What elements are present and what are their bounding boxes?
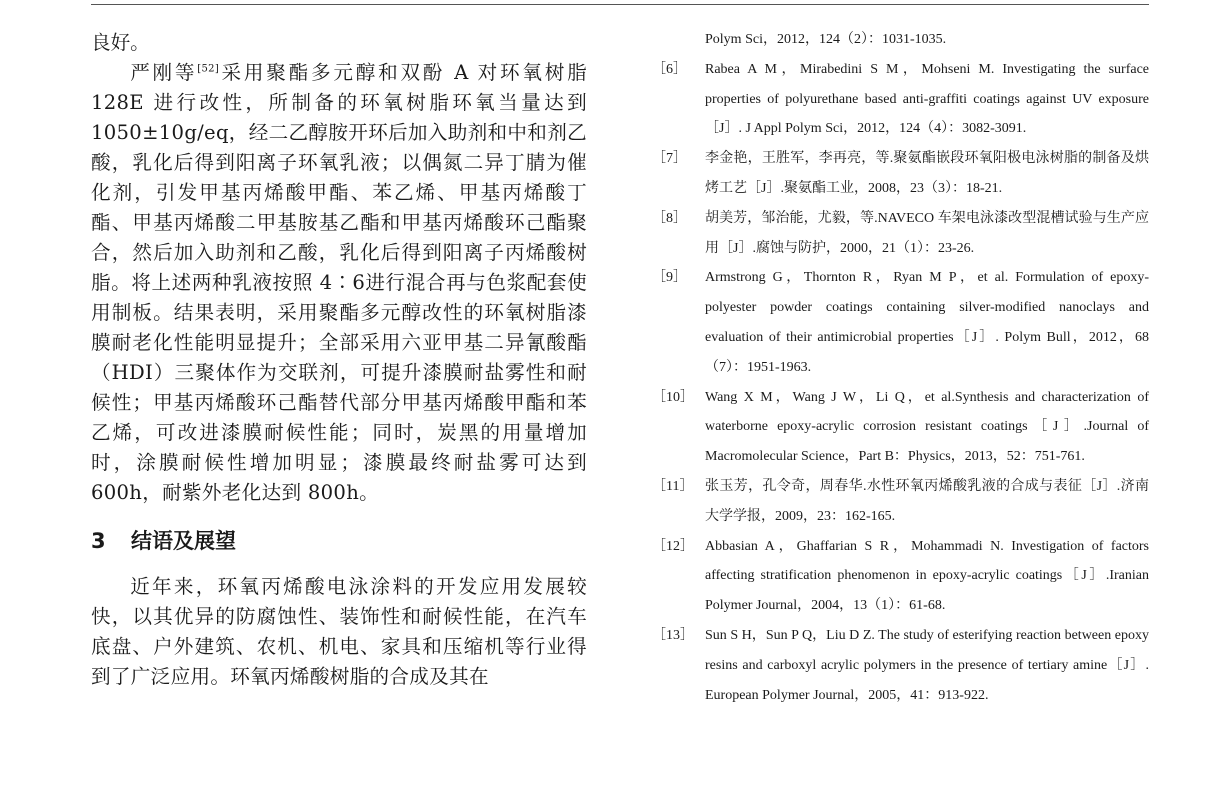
section-heading	[91, 526, 587, 556]
reference-item	[652, 472, 1149, 532]
reference-text: Polym Sci，2012，124（2）：1031-1035.	[705, 32, 947, 47]
section-title: 结语及展望	[131, 529, 236, 553]
paragraph-body: 采用聚酯多元醇和双酚 A 对环氧树脂 128E 进行改性，所制备的环氧树脂环氧当量达到 1050±10g/eq，经二乙醇胺开环后加入助剂和中和剂乙酸，乳化后得到阳离子环氧乳液；以偶氮二异丁腈为催化剂，引发甲基丙烯酸甲酯、苯乙烯、甲基丙烯酸丁酯、甲基丙烯酸二甲基胺基乙酯和甲基丙烯酸环己酯聚合，然后加入助剂和乙酸，乳化后得到阳离子丙烯酸树脂。将上述两种乳液按照 4∶6进行混合再与色浆配套使用制板。结果表明，采用聚酯多元醇改性的环氧树脂漆膜耐老化性能明显提升；全部采用六亚甲基二异氰酸酯（HDI）三聚体作为交联剂，可提升漆膜耐盐雾性和耐候性；甲基丙烯酸环己酯替代部分甲基丙烯酸甲酯和苯乙烯，可改进漆膜耐候性能；同时，炭黑的用量增加时，涂膜耐候性增加明显；漆膜最终耐盐雾可达到 600h，耐紫外老化达到 800h。	[91, 61, 587, 504]
reference-text: 张玉芳，孔令奇，周春华.水性环氧丙烯酸乳液的合成与表征［J］.济南大学学报，2009，23：162-165.	[705, 478, 1149, 524]
citation-52: [52]	[197, 63, 220, 75]
reference-number: ［11］	[652, 478, 694, 494]
reference-item	[652, 621, 1149, 710]
reference-item	[652, 263, 1149, 382]
reference-list	[652, 25, 1149, 710]
reference-item	[652, 144, 1149, 204]
reference-number: ［10］	[652, 389, 694, 405]
reference-number: ［9］	[652, 270, 687, 286]
reference-text: Armstrong G，Thornton R，Ryan M P，et al. Formulation of epoxy-polyester powder coatings containing silver-modified nanoclays and evaluation of their antimicrobial properties［J］. Polym Bull，2012，68（7）：1951-1963.	[705, 270, 1149, 375]
reference-item	[652, 25, 1149, 55]
reference-number: ［7］	[652, 151, 687, 167]
reference-text: Wang X M，Wang J W，Li Q，et al.Synthesis and characterization of waterborne epoxy-acrylic corrosion resistant coatings［J］.Journal of Macromolecular Science，Part B：Physics，2013，52：751-761.	[705, 389, 1149, 465]
reference-number: ［13］	[652, 627, 694, 643]
author-ref-text: 严刚等	[130, 61, 198, 84]
reference-number: ［12］	[652, 538, 694, 554]
top-rule	[91, 4, 1149, 5]
reference-item	[652, 55, 1149, 144]
paragraph-yan-gang	[91, 58, 587, 508]
reference-item	[652, 204, 1149, 264]
paragraph-continuation: 良好。	[91, 31, 150, 54]
reference-text: 李金艳，王胜军，李再亮，等.聚氨酯嵌段环氧阳极电泳树脂的制备及烘烤工艺［J］.聚氨酯工业，2008，23（3）：18-21.	[705, 151, 1149, 196]
reference-text: Rabea A M，Mirabedini S M，Mohseni M. Investigating the surface properties of polyurethane based anti-graffiti coatings against UV exposure［J］. J Appl Polym Sci，2012，124（4）：3082-3091.	[705, 61, 1149, 137]
reference-text: Abbasian A，Ghaffarian S R，Mohammadi N. Investigation of factors affecting stratification phenomenon in epoxy-acrylic coatings［J］.Iranian Polymer Journal，2004，13（1）：61-68.	[705, 538, 1149, 614]
paragraph-conclusion: 近年来，环氧丙烯酸电泳涂料的开发应用发展较快，以其优异的防腐蚀性、装饰性和耐候性能，在汽车底盘、户外建筑、农机、机电、家具和压缩机等行业得到了广泛应用。环氧丙烯酸树脂的合成及其在	[91, 575, 587, 688]
reference-number: ［8］	[652, 210, 687, 226]
reference-number: ［6］	[652, 61, 687, 77]
reference-text: 胡美芳，邹治能，尤毅，等.NAVECO 车架电泳漆改型混槽试验与生产应用［J］.腐蚀与防护，2000，21（1）：23-26.	[705, 210, 1149, 256]
reference-text: Sun S H，Sun P Q，Liu D Z. The study of esterifying reaction between epoxy resins and carboxyl acrylic polymers in the presence of tertiary amine［J］. European Polymer Journal，2005，41：913-922.	[705, 627, 1149, 703]
section-number: 3	[91, 529, 106, 553]
reference-item	[652, 532, 1149, 621]
left-column	[91, 28, 587, 692]
reference-item	[652, 383, 1149, 472]
reference-number	[652, 25, 705, 55]
